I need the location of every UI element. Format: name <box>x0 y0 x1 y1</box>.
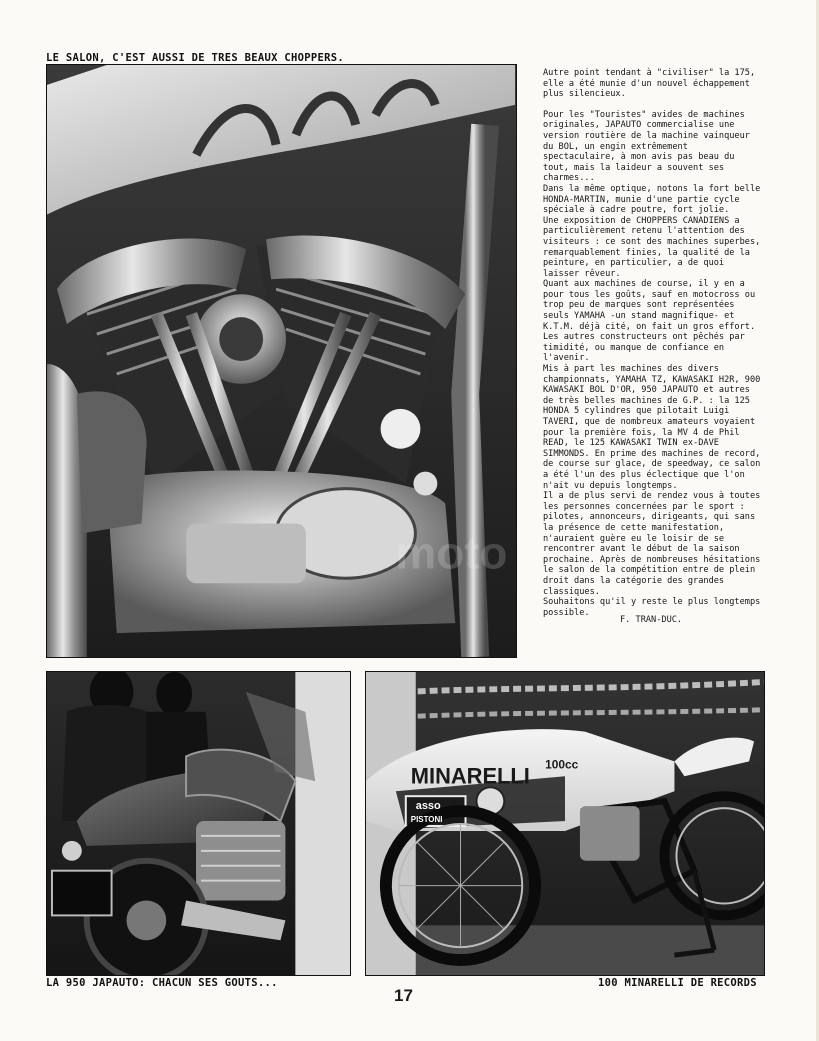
svg-text:moto: moto <box>395 527 508 579</box>
article-paragraph: Mis à part les machines des divers championnats, YAMAHA TZ, KAWASAKI H2R, 900 KAWASAKI BOL D'OR, 950 JAPAUTO et autres de très belles machines de G.P. : la 125 HONDA 5 cylindres que pilotait Luigi TAVERI, que de nombreux amateurs voyaient pour la première fois, la MV 4 de Phil READ, le 125 KAWASAKI TWIN ex-DAVE SIMMONDS. En prime des machines de record, de course sur glace, de speedway, ce salon a été l'un des plus éclectique que l'on n'ait vu depuis longtemps. <box>543 364 761 491</box>
sponsor-text-pistoni: PISTONI <box>410 815 443 825</box>
chopper-engine-image <box>47 65 516 657</box>
article-paragraph: Pour les "Touristes" avides de machines originales, JAPAUTO commercialise une version routière de la machine vainqueur du BOL, un engin extrêmement spectaculaire, à mon avis pas beau du tout, mais la laideur a souvent ses charmes... <box>543 109 750 184</box>
chopper-engine-photo <box>46 64 517 658</box>
sponsor-text-asso: asso <box>415 800 441 813</box>
article-body <box>543 68 765 618</box>
minarelli-bike-image <box>366 672 764 975</box>
article-paragraph: Dans la même optique, notons la fort belle HONDA-MARTIN, munie d'une partie cycle spéciale à cadre poutre, fort jolie. <box>543 183 761 216</box>
author-signature: F. TRAN-DUC. <box>620 615 683 625</box>
japauto-photo-caption: LA 950 JAPAUTO: CHACUN SES GOUTS... <box>46 977 278 989</box>
displacement-text: 100cc <box>545 757 579 772</box>
japauto-bike-image <box>47 672 350 975</box>
article-paragraph: Une exposition de CHOPPERS CANADIENS a particulièrement retenu l'attention des visiteurs : ce sont des machines superbes, remarquablement finies, la qualité de la peinture, en particulier, a de quoi laisser rêveur. <box>543 215 761 279</box>
article-paragraph: Autre point tendant à "civiliser" la 175, elle a été munie d'un nouvel échappement plus silencieux. <box>543 68 756 100</box>
japauto-bike-photo <box>46 671 351 976</box>
minarelli-fairing-text: MINARELLI <box>410 763 530 789</box>
minarelli-photo-caption: 100 MINARELLI DE RECORDS <box>598 977 757 989</box>
article-paragraph: Souhaitons qu'il y reste le plus longtemps possible. <box>543 597 761 618</box>
chopper-photo-caption: LE SALON, C'EST AUSSI DE TRES BEAUX CHOPPERS. <box>46 52 344 64</box>
minarelli-bike-photo <box>365 671 765 976</box>
article-paragraph: Quant aux machines de course, il y en a pour tous les goûts, sauf en motocross ou trop peu de marques sont représentées seuls YAMAHA -un stand magnifique- et K.T.M. déjà cité, on fait un gros effort. Les autres constructeurs ont pêchés par timidité, ou manque de confiance en l'avenir. <box>543 279 756 364</box>
article-paragraph: Il a de plus servi de rendez vous à toutes les personnes concernées par le sport : pilotes, annonceurs, dirigeants, qui sans la présence de cette manifestation, n'auraient guère eu le loisir de se rencontrer avant le début de la saison prochaine. Après de nombreuses hésitations le salon de la compétition entre de plein droit dans la catégorie des grandes classiques. <box>543 491 761 597</box>
page-number: 17 <box>394 986 413 1005</box>
